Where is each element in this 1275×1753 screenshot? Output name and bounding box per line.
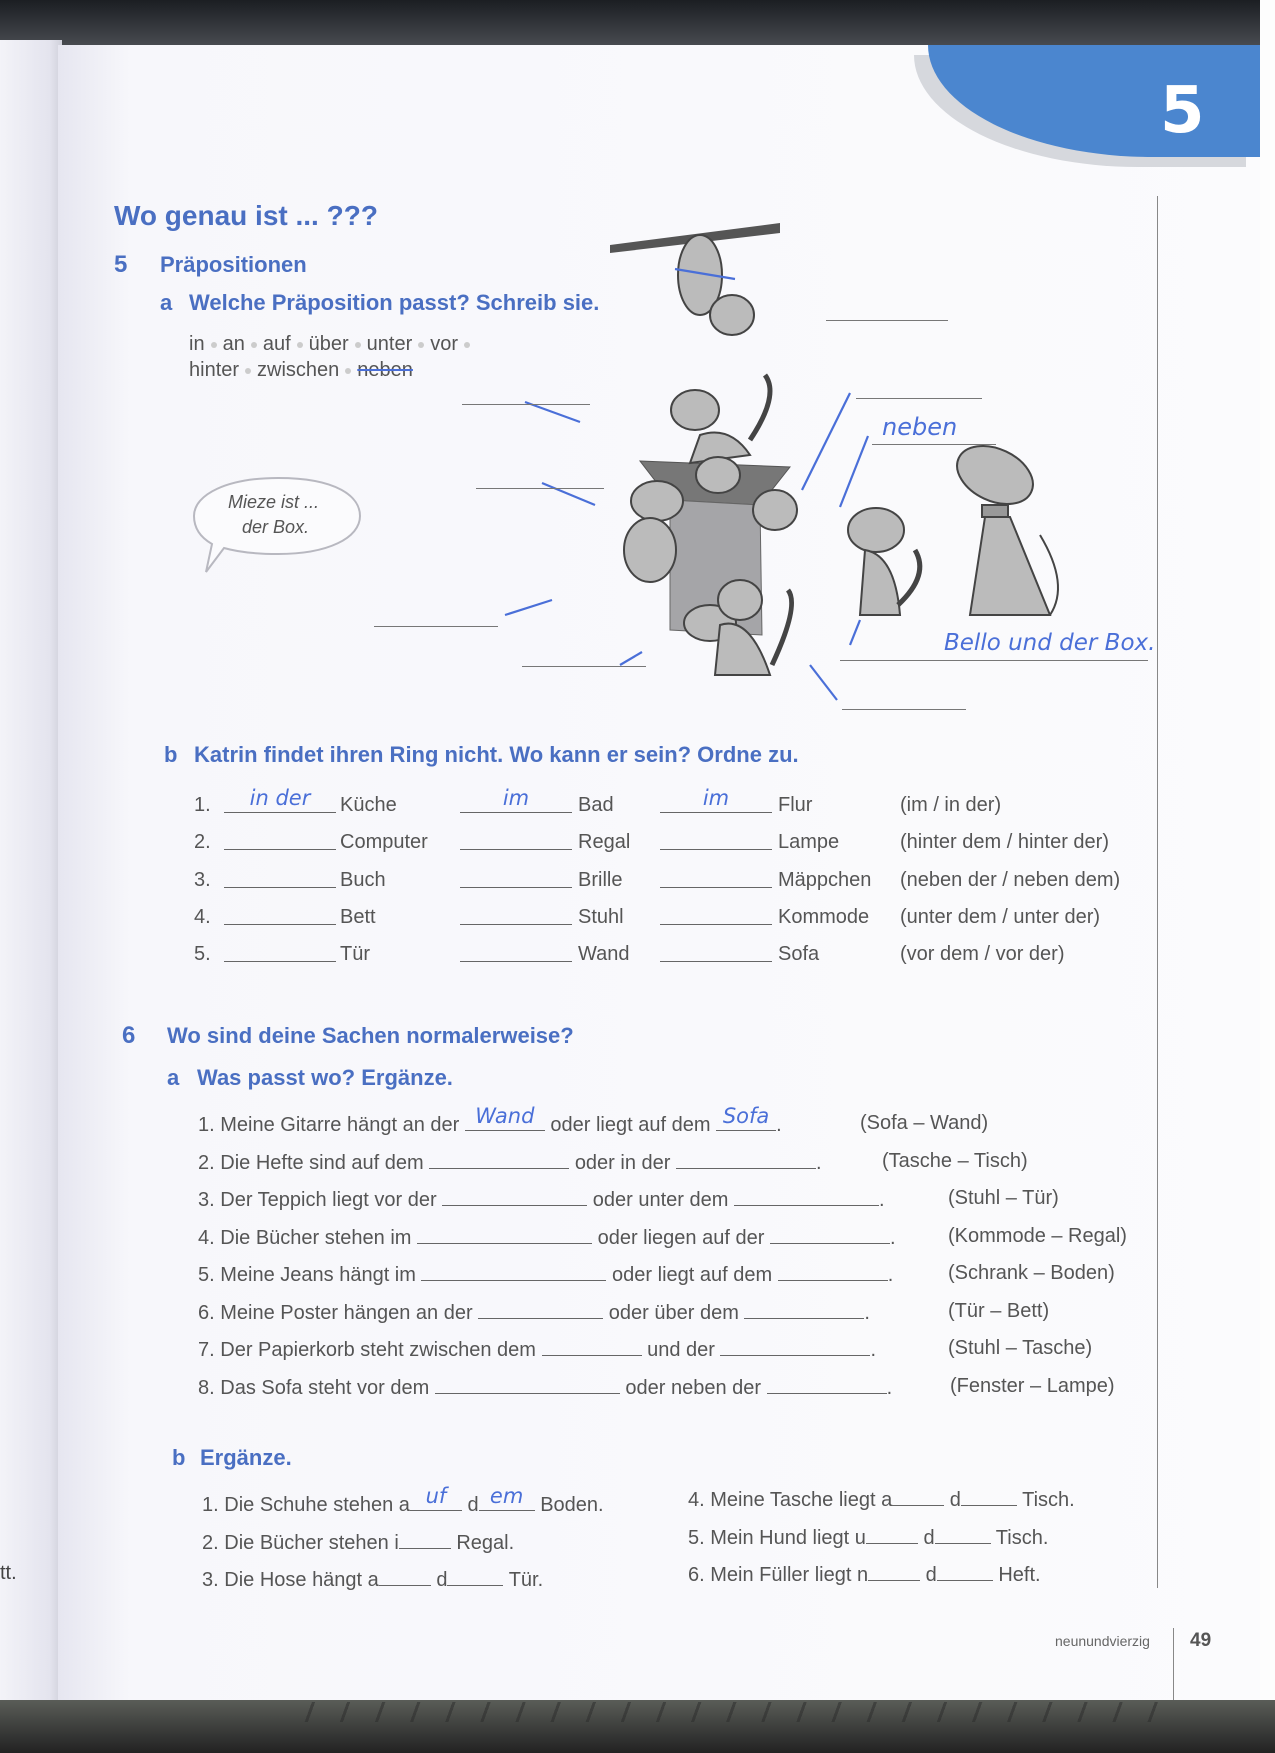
row-word: Regal bbox=[578, 831, 631, 853]
table-row bbox=[194, 943, 1154, 973]
sentence-text: Meine Gitarre hängt an der bbox=[220, 1114, 460, 1136]
answer-blank[interactable] bbox=[660, 831, 772, 850]
answer-blank[interactable] bbox=[421, 1262, 606, 1281]
ex6b-letter: b bbox=[172, 1445, 186, 1470]
answer-blank[interactable] bbox=[856, 398, 982, 399]
answer-blank[interactable] bbox=[224, 906, 336, 925]
pointer-line bbox=[802, 393, 850, 490]
ex5a-letter: a bbox=[160, 290, 173, 315]
item-text: Boden. bbox=[540, 1494, 604, 1516]
sentence-row bbox=[198, 1150, 822, 1175]
cat-icon bbox=[848, 508, 920, 615]
answer-blank[interactable] bbox=[778, 1262, 888, 1281]
answer-blank[interactable] bbox=[224, 786, 336, 813]
sentence-end: . bbox=[886, 1376, 893, 1399]
item-number: 1. bbox=[202, 1494, 219, 1516]
answer-blank[interactable] bbox=[442, 1187, 587, 1206]
answer-blank[interactable] bbox=[767, 1375, 887, 1394]
sentence-text: oder liegen auf der bbox=[597, 1226, 765, 1249]
sentence-hint: (Tür – Bett) bbox=[948, 1299, 1050, 1322]
sentence-text: oder unter dem bbox=[592, 1189, 729, 1211]
chapter-number: 5 bbox=[1160, 74, 1205, 148]
bullet-dot bbox=[345, 368, 351, 374]
word-bank-item: zwischen bbox=[257, 359, 340, 381]
fill-in-item bbox=[202, 1530, 514, 1555]
handwritten-answer: Wand bbox=[475, 1104, 535, 1128]
row-number: 3. bbox=[194, 869, 211, 891]
handwritten-answer: im bbox=[702, 786, 730, 810]
answer-blank[interactable] bbox=[224, 831, 336, 850]
scan-top-edge bbox=[0, 0, 1275, 48]
sentence-end: . bbox=[887, 1264, 894, 1286]
ex6b-instruction: Ergänze. bbox=[200, 1445, 292, 1470]
pointer-line bbox=[850, 620, 860, 645]
word-bank-item-struck: neben bbox=[357, 359, 413, 381]
item-number: 2. bbox=[202, 1531, 219, 1554]
item-number: 3. bbox=[202, 1569, 219, 1591]
row-word: Tür bbox=[340, 943, 370, 965]
table-row bbox=[194, 786, 1154, 824]
row-number: 2. bbox=[194, 831, 211, 853]
sentence-end: . bbox=[870, 1339, 877, 1361]
answer-blank[interactable] bbox=[720, 1337, 870, 1356]
pointer-line bbox=[810, 665, 837, 700]
fill-in-item bbox=[202, 1567, 543, 1592]
cat-icon bbox=[671, 375, 770, 463]
sentence-row bbox=[198, 1225, 896, 1250]
sentence-hint: (Tasche – Tisch) bbox=[882, 1149, 1028, 1172]
scan-right-edge bbox=[1260, 0, 1275, 1753]
row-word: Wand bbox=[578, 943, 630, 965]
fill-in-item bbox=[688, 1487, 1075, 1512]
pointer-line bbox=[542, 483, 595, 505]
sentence-row bbox=[198, 1187, 885, 1212]
fill-in-item bbox=[688, 1562, 1041, 1587]
answer-blank[interactable] bbox=[660, 869, 772, 888]
item-text: d bbox=[925, 1564, 937, 1586]
answer-blank[interactable] bbox=[460, 869, 572, 888]
sentence-text: Meine Jeans hängt im bbox=[220, 1264, 416, 1286]
sentence-text: oder in der bbox=[574, 1151, 671, 1174]
sentence-number: 4. bbox=[198, 1226, 215, 1249]
sentence-hint: (Stuhl – Tür) bbox=[948, 1187, 1059, 1209]
cat-icon bbox=[696, 457, 740, 493]
answer-blank[interactable] bbox=[744, 1300, 864, 1319]
row-word: Buch bbox=[340, 869, 386, 891]
bullet-dot bbox=[297, 342, 303, 348]
table-row bbox=[194, 869, 1154, 899]
pointer-line bbox=[620, 652, 642, 665]
table-row bbox=[194, 906, 1154, 936]
sentence-text: Meine Poster hängen an der bbox=[220, 1301, 473, 1324]
item-text: Die Bücher stehen i bbox=[224, 1531, 399, 1554]
word-bank-item: hinter bbox=[189, 359, 240, 381]
sentence-end: . bbox=[776, 1114, 782, 1136]
page-number-word: neunundvierzig bbox=[1055, 1633, 1150, 1649]
cat-icon bbox=[753, 490, 797, 530]
word-bank-item: vor bbox=[430, 333, 459, 355]
row-number: 1. bbox=[194, 794, 211, 816]
answer-blank[interactable] bbox=[826, 320, 948, 321]
sentence-text: Das Sofa steht vor dem bbox=[220, 1376, 430, 1399]
table-row bbox=[194, 831, 1154, 861]
fill-in-item bbox=[202, 1484, 604, 1517]
word-bank-item: an bbox=[222, 333, 245, 355]
answer-blank[interactable] bbox=[660, 906, 772, 925]
sentence-text: und der bbox=[647, 1339, 715, 1361]
sentence-number: 5. bbox=[198, 1264, 215, 1286]
answer-blank[interactable] bbox=[410, 1484, 462, 1511]
answer-blank[interactable] bbox=[479, 1484, 535, 1511]
answer-blank[interactable] bbox=[460, 943, 572, 962]
row-hint: (hinter dem / hinter der) bbox=[900, 831, 1109, 853]
answer-blank[interactable] bbox=[224, 943, 336, 962]
answer-blank[interactable] bbox=[429, 1150, 569, 1169]
sentence-hint: (Kommode – Regal) bbox=[948, 1224, 1127, 1247]
sentence-number: 3. bbox=[198, 1189, 215, 1211]
left-page-edge bbox=[0, 40, 62, 1700]
scan-bottom-stripes bbox=[280, 1702, 1160, 1722]
handwritten-answer: in der bbox=[249, 786, 311, 810]
answer-blank[interactable] bbox=[660, 943, 772, 962]
page-title: Wo genau ist ... ??? bbox=[114, 200, 378, 231]
page-number: 49 bbox=[1190, 1630, 1212, 1651]
item-text: Mein Füller liegt n bbox=[710, 1564, 869, 1586]
item-number: 4. bbox=[688, 1489, 705, 1511]
footer-divider bbox=[1173, 1628, 1174, 1700]
answer-blank[interactable] bbox=[476, 488, 604, 489]
sentence-number: 2. bbox=[198, 1151, 215, 1174]
sentence-hint: (Fenster – Lampe) bbox=[950, 1374, 1115, 1397]
sentence-row bbox=[198, 1104, 782, 1137]
pointer-line bbox=[840, 436, 868, 507]
ex6a-instruction: Was passt wo? Ergänze. bbox=[197, 1065, 453, 1090]
answer-blank[interactable] bbox=[224, 869, 336, 888]
fill-in-item bbox=[688, 1525, 1048, 1550]
speech-bubble-line-2: der Box. bbox=[242, 517, 310, 537]
handwritten-answer: Sofa bbox=[722, 1104, 770, 1128]
item-text: Tisch. bbox=[1022, 1489, 1075, 1511]
answer-blank[interactable] bbox=[866, 1525, 918, 1544]
item-number: 6. bbox=[688, 1564, 705, 1586]
item-text: d bbox=[949, 1489, 961, 1511]
answer-blank[interactable] bbox=[840, 660, 1148, 661]
item-text: Die Schuhe stehen a bbox=[224, 1494, 410, 1516]
answer-blank[interactable] bbox=[465, 1104, 545, 1131]
sentence-text: Die Bücher stehen im bbox=[220, 1226, 412, 1249]
answer-blank[interactable] bbox=[478, 1300, 603, 1319]
answer-blank[interactable] bbox=[542, 1337, 642, 1356]
left-page-fragment: tt. bbox=[0, 1562, 17, 1584]
sentence-text: oder liegt auf dem bbox=[550, 1114, 711, 1136]
sentence-hint: (Stuhl – Tasche) bbox=[948, 1337, 1093, 1359]
word-bank-item: in bbox=[189, 333, 205, 355]
row-number: 4. bbox=[194, 906, 211, 928]
ex5-title: Präpositionen bbox=[160, 252, 307, 277]
sentence-text: Der Teppich liegt vor der bbox=[220, 1189, 437, 1211]
sentence-text: Die Hefte sind auf dem bbox=[220, 1151, 424, 1174]
ex6-number: 6 bbox=[122, 1022, 136, 1049]
answer-blank[interactable] bbox=[417, 1225, 592, 1244]
item-text: Tisch. bbox=[995, 1526, 1049, 1549]
row-word: Flur bbox=[778, 794, 813, 816]
sentence-end: . bbox=[878, 1189, 885, 1211]
answer-blank[interactable] bbox=[660, 786, 772, 813]
sentence-text: oder über dem bbox=[608, 1301, 739, 1324]
sentence-row bbox=[198, 1375, 892, 1400]
row-word: Mäppchen bbox=[778, 869, 872, 891]
ex6-title: Wo sind deine Sachen normalerweise? bbox=[167, 1023, 574, 1048]
row-word: Sofa bbox=[778, 943, 820, 965]
row-word: Bad bbox=[578, 794, 614, 816]
row-hint: (vor dem / vor der) bbox=[900, 943, 1065, 965]
sentence-end: . bbox=[864, 1301, 870, 1324]
answer-blank[interactable] bbox=[770, 1225, 890, 1244]
ex6a-letter: a bbox=[167, 1065, 180, 1090]
sentence-row bbox=[198, 1300, 870, 1325]
sentence-end: . bbox=[889, 1226, 896, 1249]
answer-blank[interactable] bbox=[462, 404, 590, 405]
sentence-number: 1. bbox=[198, 1114, 215, 1136]
row-hint: (neben der / neben dem) bbox=[900, 869, 1121, 891]
pointer-line bbox=[525, 402, 580, 422]
row-hint: (im / in der) bbox=[900, 794, 1002, 816]
answer-blank[interactable] bbox=[842, 709, 966, 710]
answer-blank[interactable] bbox=[872, 444, 996, 445]
answer-blank[interactable] bbox=[435, 1375, 620, 1394]
sentence-text: oder neben der bbox=[625, 1376, 762, 1399]
ex5-number: 5 bbox=[114, 251, 128, 278]
item-text: Regal. bbox=[456, 1531, 515, 1554]
row-word: Küche bbox=[340, 794, 397, 816]
row-word: Stuhl bbox=[578, 906, 624, 928]
ex5b-letter: b bbox=[164, 742, 178, 767]
row-number: 5. bbox=[194, 943, 211, 965]
answer-blank[interactable] bbox=[734, 1187, 879, 1206]
ex5b-instruction: Katrin findet ihren Ring nicht. Wo kann er sein? Ordne zu. bbox=[194, 742, 799, 767]
answer-blank[interactable] bbox=[892, 1487, 944, 1506]
handwritten-answer: im bbox=[502, 786, 530, 810]
answer-blank[interactable] bbox=[460, 906, 572, 925]
item-text: d bbox=[436, 1569, 448, 1591]
sentence-number: 6. bbox=[198, 1301, 215, 1324]
bullet-dot bbox=[245, 368, 251, 374]
sentence-row bbox=[198, 1337, 876, 1362]
ex5a-instruction: Welche Präposition passt? Schreib sie. bbox=[189, 290, 600, 315]
pointer-line bbox=[505, 600, 552, 615]
row-word: Computer bbox=[340, 831, 428, 853]
item-text: Tür. bbox=[508, 1569, 544, 1591]
answer-blank[interactable] bbox=[868, 1562, 920, 1581]
item-text: Die Hose hängt a bbox=[224, 1569, 379, 1591]
handwritten-answer: uf bbox=[425, 1484, 447, 1508]
answer-blank[interactable] bbox=[399, 1530, 451, 1549]
row-hint: (unter dem / unter der) bbox=[900, 906, 1101, 928]
handwritten-answer-neben: neben bbox=[882, 413, 958, 441]
word-bank-item: unter bbox=[366, 333, 413, 355]
word-bank-item: über bbox=[308, 333, 349, 355]
handwritten-answer-bello: Bello und der Box. bbox=[944, 630, 1156, 656]
item-number: 5. bbox=[688, 1526, 705, 1549]
speech-bubble-line-1: Mieze ist ... bbox=[228, 492, 320, 512]
item-text: d bbox=[467, 1494, 479, 1516]
sentence-number: 7. bbox=[198, 1339, 215, 1361]
sentence-hint: (Schrank – Boden) bbox=[948, 1262, 1115, 1284]
item-text: Mein Hund liegt u bbox=[710, 1526, 866, 1549]
row-word: Brille bbox=[578, 869, 623, 891]
row-word: Bett bbox=[340, 906, 376, 928]
sentence-number: 8. bbox=[198, 1376, 215, 1399]
answer-blank[interactable] bbox=[374, 626, 498, 627]
sentence-text: Der Papierkorb steht zwischen dem bbox=[220, 1339, 536, 1361]
sentence-hint: (Sofa – Wand) bbox=[860, 1112, 989, 1134]
handwritten-answer: em bbox=[489, 1484, 524, 1508]
answer-blank[interactable] bbox=[447, 1567, 503, 1586]
answer-blank[interactable] bbox=[961, 1487, 1017, 1506]
answer-blank[interactable] bbox=[935, 1525, 991, 1544]
answer-blank[interactable] bbox=[379, 1567, 431, 1586]
answer-blank[interactable] bbox=[460, 786, 572, 813]
answer-blank[interactable] bbox=[716, 1104, 776, 1131]
row-word: Lampe bbox=[778, 831, 840, 853]
hanging-cat-icon bbox=[678, 235, 754, 335]
word-bank-item: auf bbox=[262, 333, 291, 355]
bullet-dot bbox=[251, 342, 257, 348]
item-text: d bbox=[923, 1526, 935, 1549]
answer-blank[interactable] bbox=[937, 1562, 993, 1581]
item-text: Meine Tasche liegt a bbox=[710, 1489, 893, 1511]
bullet-dot bbox=[211, 342, 217, 348]
answer-blank[interactable] bbox=[676, 1150, 816, 1169]
bullet-dot bbox=[355, 342, 361, 348]
item-text: Heft. bbox=[998, 1564, 1041, 1586]
dog-icon bbox=[948, 435, 1058, 615]
sentence-row bbox=[198, 1262, 893, 1287]
row-word: Kommode bbox=[778, 906, 870, 928]
answer-blank[interactable] bbox=[460, 831, 572, 850]
answer-blank[interactable] bbox=[522, 666, 646, 667]
sentence-text: oder liegt auf dem bbox=[612, 1264, 773, 1286]
sentence-end: . bbox=[816, 1151, 822, 1174]
